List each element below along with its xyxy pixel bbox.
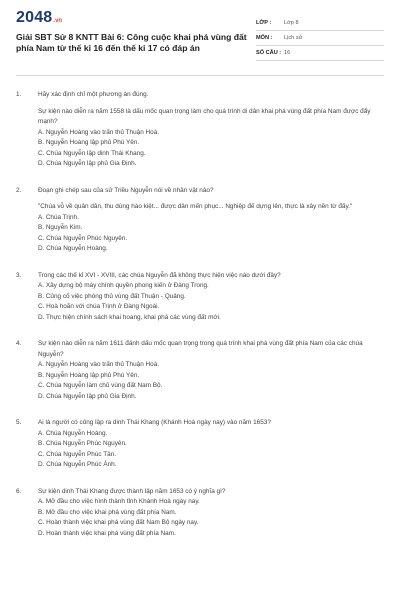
meta-row-grade (256, 16, 384, 31)
answer-option[interactable]: A. Chúa Trịnh. (38, 213, 79, 221)
question-text: Sự kiện dinh Thái Khang được thành lập năm 1653 có ý nghĩa gì? (38, 487, 226, 495)
question-number: 4. (16, 340, 22, 347)
answer-option[interactable]: A. Mở đầu cho việc hình thành tỉnh Khánh Hoà ngày nay. (38, 498, 200, 505)
answer-option[interactable]: B. Nguyễn Kim. (38, 224, 83, 231)
question-instruction: Hãy xác định chỉ một phương án đúng. (38, 91, 149, 98)
question-item (16, 271, 384, 324)
answer-option[interactable]: D. Hoàn thành việc khai phá vùng đất phía Nam. (38, 529, 176, 537)
answer-option[interactable]: C. Chúa Nguyễn Phúc Nguyên. (38, 234, 128, 242)
question-number: 1. (16, 91, 22, 98)
answer-option[interactable]: C. Chúa Nguyễn làm chủ vùng đất Nam Bộ. (38, 382, 163, 389)
question-instruction: Đoạn ghi chép sau của sử Triều Nguyễn nói về nhân vật nào? (38, 186, 214, 194)
question-body (38, 186, 384, 255)
answer-option[interactable]: A. Nguyễn Hoàng vào trấn thủ Thuận Hoá. (38, 128, 160, 136)
brand-block (16, 10, 248, 54)
answer-option[interactable]: A. Chúa Nguyễn Hoàng. (38, 429, 108, 437)
answer-option[interactable]: B. Nguyễn Hoàng lập phủ Phú Yên. (38, 371, 140, 379)
question-text: Sự kiện nào diễn ra năm 1611 đánh dấu mốc quan trọng trong quá trình khai phá vùng đất phía Nam của các chúa Nguyễn? (38, 340, 363, 358)
answer-option[interactable]: C. Chúa Nguyễn lập dinh Thái Khang. (38, 149, 146, 157)
question-body (38, 271, 384, 324)
meta-label: MÔN : (256, 35, 273, 41)
answer-option[interactable]: C. Hoàn thành việc khai phá vùng đất Nam Bộ ngày nay. (38, 519, 199, 526)
answer-option[interactable]: B. Mở đầu cho việc khai phá vùng đất phía Nam. (38, 508, 177, 516)
site-logo[interactable] (16, 10, 248, 26)
logo-tld-text: .vn (53, 18, 63, 24)
answer-option[interactable]: C. Chúa Nguyễn Phúc Tần. (38, 450, 117, 458)
meta-label: SỐ CÂU : (256, 50, 282, 56)
question-body (38, 418, 384, 471)
question-text: Ai là người có công lập ra dinh Thái Khang (Khánh Hoà ngày nay) vào năm 1653? (38, 419, 271, 426)
question-body (38, 339, 384, 402)
question-text: Sự kiện nào diễn ra năm 1558 là dấu mốc quan trọng làm cho quá trình di dân khai phá vùng đất phía Nam được đẩy mạnh? (38, 107, 371, 125)
page-title: Giải SBT Sử 8 KNTT Bài 6: Công cuộc khai phá vùng đất phía Nam từ thế kỉ 16 đến thế kỉ 17 có đáp án (16, 32, 247, 53)
answer-option[interactable]: D. Chúa Nguyễn Phúc Ánh. (38, 461, 117, 468)
question-item (16, 90, 384, 170)
meta-row-subject (256, 31, 384, 46)
answer-option[interactable]: B. Chúa Nguyễn Phúc Nguyên. (38, 440, 127, 447)
logo-main-text: 2048 (16, 9, 53, 26)
meta-label: LỚP : (256, 20, 272, 26)
meta-value: Lịch sử (284, 35, 303, 41)
answer-option[interactable]: B. Củng cố việc phòng thủ vùng đất Thuận - Quảng. (38, 292, 186, 300)
meta-value: Lớp 8 (284, 20, 299, 26)
question-body (38, 487, 384, 540)
answer-option[interactable]: A. Nguyễn Hoàng vào trấn thủ Thuận Hoá. (38, 361, 160, 368)
question-item (16, 339, 384, 402)
answer-option[interactable]: D. Chúa Nguyễn lập phủ Gia Định. (38, 160, 137, 167)
meta-value: 16 (284, 50, 291, 56)
question-number: 5. (16, 419, 22, 426)
meta-row-count (256, 46, 384, 61)
question-item (16, 487, 384, 540)
answer-option[interactable]: A. Xây dựng bộ máy chính quyền phong kiến ở Đàng Trong. (38, 282, 209, 289)
question-number: 3. (16, 271, 22, 279)
answer-option[interactable]: C. Hoà hoãn với chúa Trịnh ở Đàng Ngoài. (38, 303, 160, 310)
question-number: 6. (16, 487, 22, 495)
question-item (16, 186, 384, 255)
question-text: Trong các thế kỉ XVI - XVIII, các chúa Nguyễn đã không thực hiện việc nào dưới đây? (38, 271, 281, 279)
answer-option[interactable]: D. Chúa Nguyễn lập phủ Gia Định. (38, 392, 137, 400)
question-item (16, 418, 384, 471)
answer-option[interactable]: D. Thực hiện chính sách khai hoang, khai phá các vùng đất mới. (38, 313, 221, 321)
meta-table (256, 16, 384, 61)
question-list (16, 90, 384, 539)
answer-option[interactable]: D. Chúa Nguyễn Hoàng. (38, 245, 108, 252)
answer-option[interactable]: B. Nguyễn Hoàng lập phủ Phú Yên. (38, 139, 140, 146)
question-number: 2. (16, 186, 22, 194)
question-text: "Chúa vỗ về quân dân, thu dùng hào kiệt... được dân mến phục... Nghiệp đế dựng lên, thực là xây nền từ đấy." (38, 203, 353, 210)
header (16, 0, 384, 61)
question-body (38, 90, 384, 170)
header-divider (16, 75, 384, 76)
